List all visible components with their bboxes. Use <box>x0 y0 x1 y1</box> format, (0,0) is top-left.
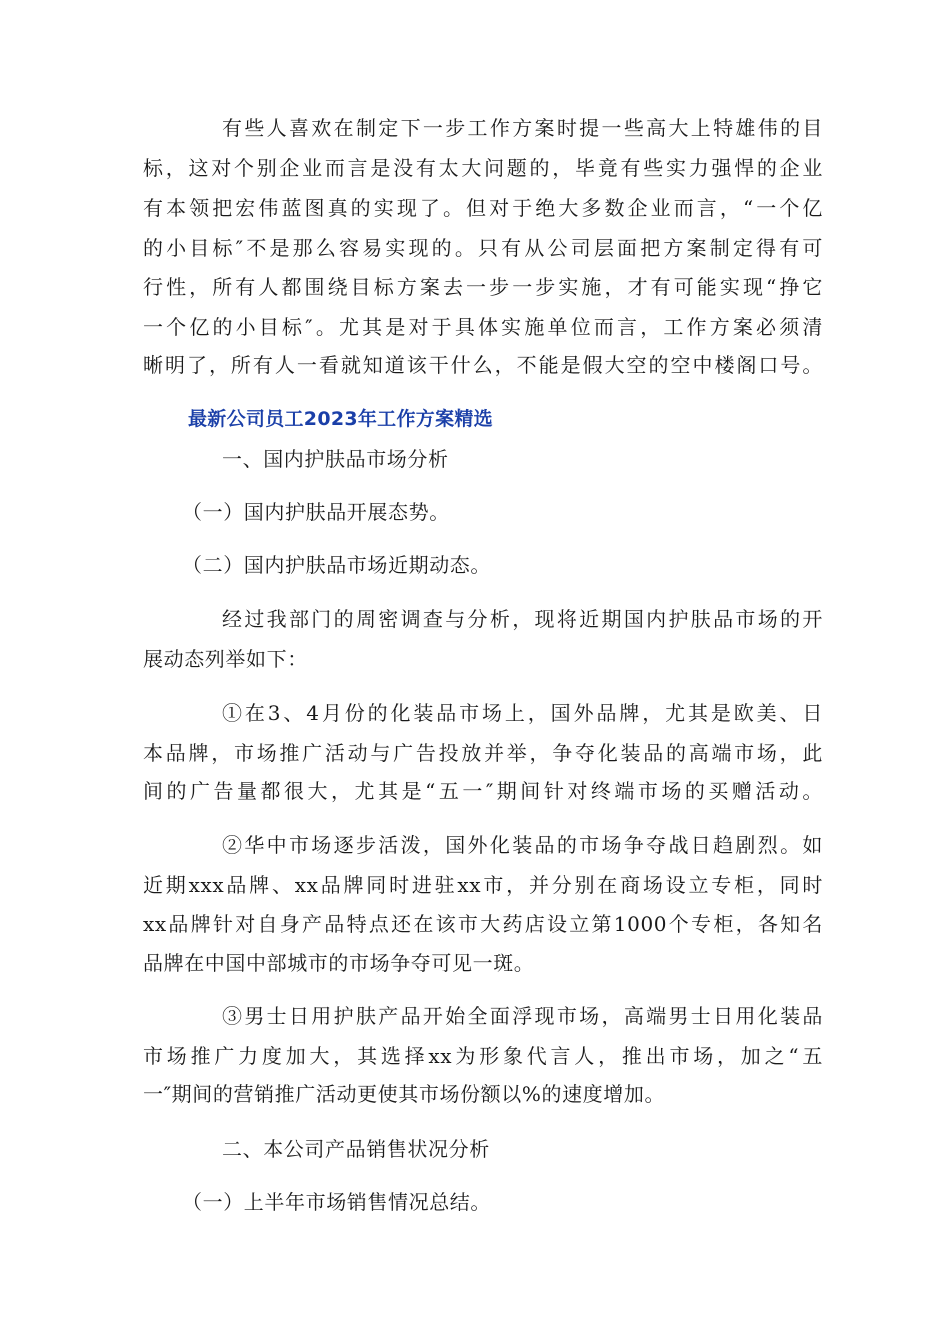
section2-subheading-1: （一）上半年市场销售情况总结。 <box>182 1190 491 1214</box>
section1-title: 一、国内护肤品市场分析 <box>222 447 449 471</box>
item2-line-4: 品牌在中国中部城市的市场争夺可见一斑。 <box>143 951 535 975</box>
survey-line-2: 展动态列举如下： <box>143 647 308 671</box>
section1-subheading-2: （二）国内护肤品市场近期动态。 <box>182 553 491 577</box>
item2-line-3: xx品牌针对自身产品特点还在该市大药店设立第1000个专柜，各知名 <box>143 912 823 936</box>
intro-line-6: 一个亿的小目标″。尤其是对于具体实施单位而言，工作方案必须清 <box>143 315 823 339</box>
item3-line-2: 市场推广力度加大，其选择xx为形象代言人，推出市场，加之“五 <box>143 1044 823 1068</box>
item1-line-1: ①在3、4月份的化装品市场上，国外品牌，尤其是欧美、日 <box>222 701 823 725</box>
intro-line-2: 标，这对个别企业而言是没有太大问题的，毕竟有些实力强悍的企业 <box>143 156 823 180</box>
intro-line-7: 晰明了，所有人一看就知道该干什么，不能是假大空的空中楼阁口号。 <box>143 353 823 377</box>
intro-line-4: 的小目标″不是那么容易实现的。只有从公司层面把方案制定得有可 <box>143 236 823 260</box>
intro-line-1: 有些人喜欢在制定下一步工作方案时提一些高大上特雄伟的目 <box>222 116 823 140</box>
intro-line-5: 行性，所有人都围绕目标方案去一步一步实施，才有可能实现“挣它 <box>143 275 823 299</box>
document-heading: 最新公司员工2023年工作方案精选 <box>188 408 493 430</box>
section1-subheading-1: （一）国内护肤品开展态势。 <box>182 500 450 524</box>
item3-line-3: 一″期间的营销推广活动更使其市场份额以%的速度增加。 <box>143 1082 666 1106</box>
intro-line-3: 有本领把宏伟蓝图真的实现了。但对于绝大多数企业而言，“一个亿 <box>143 196 823 220</box>
item2-line-2: 近期xxx品牌、xx品牌同时进驻xx市，并分别在商场设立专柜，同时 <box>143 873 823 897</box>
section2-title: 二、本公司产品销售状况分析 <box>222 1137 490 1161</box>
survey-line-1: 经过我部门的周密调查与分析，现将近期国内护肤品市场的开 <box>222 607 823 631</box>
item1-line-3: 间的广告量都很大，尤其是“五一″期间针对终端市场的买赠活动。 <box>143 779 823 803</box>
item1-line-2: 本品牌，市场推广活动与广告投放并举，争夺化装品的高端市场，此 <box>143 741 823 765</box>
item2-line-1: ②华中市场逐步活泼，国外化装品的市场争夺战日趋剧烈。如 <box>222 833 823 857</box>
item3-line-1: ③男士日用护肤产品开始全面浮现市场，高端男士日用化装品 <box>222 1004 823 1028</box>
